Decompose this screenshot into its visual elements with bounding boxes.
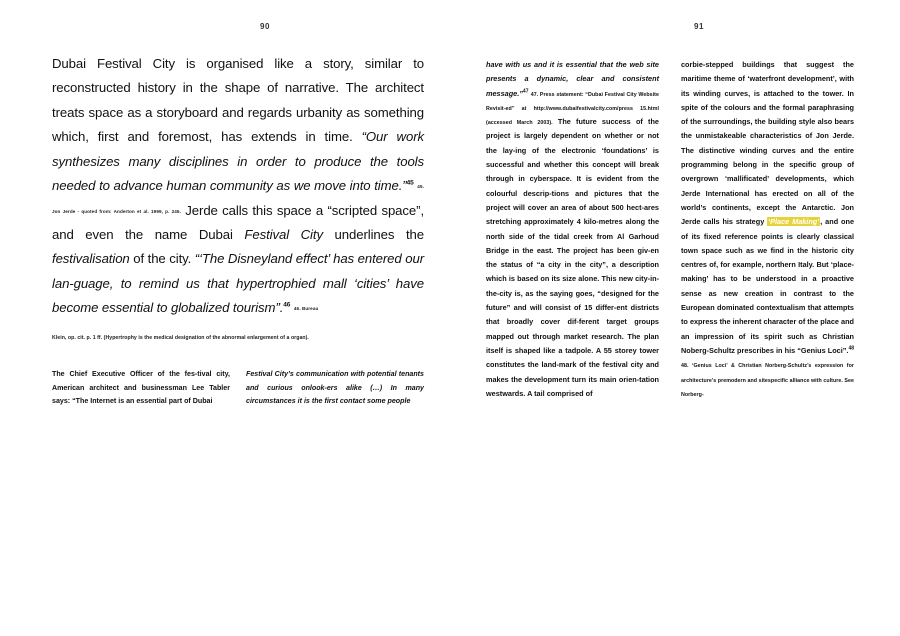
footnote-left: Klein, op. cit. p. 1 ff. (Hypertrophy is the medical designation of the abnormal enlargement of a organ). — [52, 334, 309, 341]
lead-text-part1: Dubai Festival City is organised like a story, similar to reconstructed history in the shape of narrative. The architect treats space as a storyboard and regards urbanity as something which, first and foremost, has extends in time. — [52, 56, 424, 145]
bottom-column-left: The Chief Executive Officer of the fes-tival city, American architect and businessman Lee Tabler says: “The Internet is an essential part of Dubai — [52, 369, 230, 406]
right-page — [486, 58, 854, 401]
right-col2-part1: corbie-stepped buildings that suggest the maritime theme of ‘waterfront development’, with its winding curves, is attached to the tower. In spite of the colours and the formal paraphrasing of the surroundings, the building style also bears the unmistakeable characteristics of Jon Jerde. The distinctive winding curves and the entire programming belong in the specific group of overgrown ‘mallificated’ developments, which Jerde International has erected on all of the world’s continents, except the Antarctic. Jon Jerde calls his strategy — [681, 60, 854, 227]
right-col2-part2: , and one of its fixed reference points is clearly classical town space such as we find in the historic city centres of, for example, northern Italy. But ‘place-making’ has to be understood in a proactive sense as new creation in contrast to the European dominated contextualism that attempts to express the inherent character of the place and an impression of its spirit such as Christian Noberg-Schultz prescribes in his “Genius Loci”. — [681, 217, 855, 355]
lead-paragraph — [52, 52, 424, 321]
right-column-one — [486, 58, 659, 401]
lead-reference-marker-46: 46 — [283, 301, 291, 309]
page-number-right: 91 — [694, 22, 704, 31]
right-col1-inline-note-47: 47. Press statement: “Dubai Festival City Website Revisit-ed” at http://www.dubaifestivalcity.com/press 15.html (accessed March 2003). — [486, 91, 659, 127]
right-col1-reference-marker-47: 47 — [522, 88, 529, 95]
highlighted-term-place-making: ‘Place Making’ — [768, 217, 820, 227]
right-col2-inline-note-48: 48. ‘Genius Loci’ & Christian Norberg-Schultz’s expression for architecture’s premodern and sitespecific alliance with culture. See Norberg- — [681, 363, 854, 398]
right-col1-italic-opening: have with us and it is essential that the web site presents a dynamic, clear and consistent message.” — [486, 60, 659, 98]
lead-reference-marker-45: 45 — [406, 179, 414, 187]
page-number-left: 90 — [260, 22, 270, 31]
lead-text-part4: of the city. — [129, 251, 195, 267]
lead-italic-festival-city: Festival City — [244, 226, 323, 242]
right-col1-body: The future success of the project is largely dependent on whether or not the lay-ing of the electronic ‘foundations’ is successful and whether this concept will break through in cyberspace. It is evident from the colourful descrip-tions and pictures that the project will cover an area of about 500 hect-ares stretching approximately 4 kilo-metres along the north side of the tidal creek from Al Garhoud Bridge in the east. The project has been giv-en the status of “a city in the city”, a description which is based on its size alone. This new city-in-the-city is, as the saying goes, “designed for the future” and will consist of 15 differ-ent districts that broadly cover dif-ferent target groups mapped out through market research. The plan itself is shaped like a tadpole. A 55 storey tower constitutes the land-mark of the festival city and makes the development turn its main orien-tation westwards. A tail comprised of — [486, 117, 659, 398]
lead-italic-festivalisation: festivalisation — [52, 251, 130, 267]
lead-inline-note-46: 46. Bureau — [293, 306, 319, 312]
lead-text-part3: underlines the — [322, 226, 425, 242]
lead-inline-note-45: 45. Jon Jerde - quoted from: Anderton et al. 1999, p. 245. — [52, 184, 424, 214]
left-page — [52, 52, 424, 409]
left-page-bottom-columns — [52, 368, 424, 409]
right-column-two — [681, 58, 854, 401]
lead-quote-two: “‘The Disneyland effect’ has entered our lan-guage, to remind us that hypertrophied mall ‘cities’ have become essential to globalized tourism”. — [52, 251, 424, 316]
bottom-column-right: Festival City’s communication with potential tenants and curious onlook-ers alike (…) In many circumstances it is the first contact some people — [246, 369, 424, 406]
lead-quote-one: “Our work synthesizes many disciplines in order to produce the tools needed to advance human community as we move into time.” — [52, 129, 424, 194]
right-col2-reference-marker-48: 48 — [848, 345, 854, 352]
lead-text-part2: Jerde calls this space a “scripted space”, and even the name Dubai — [52, 202, 425, 242]
